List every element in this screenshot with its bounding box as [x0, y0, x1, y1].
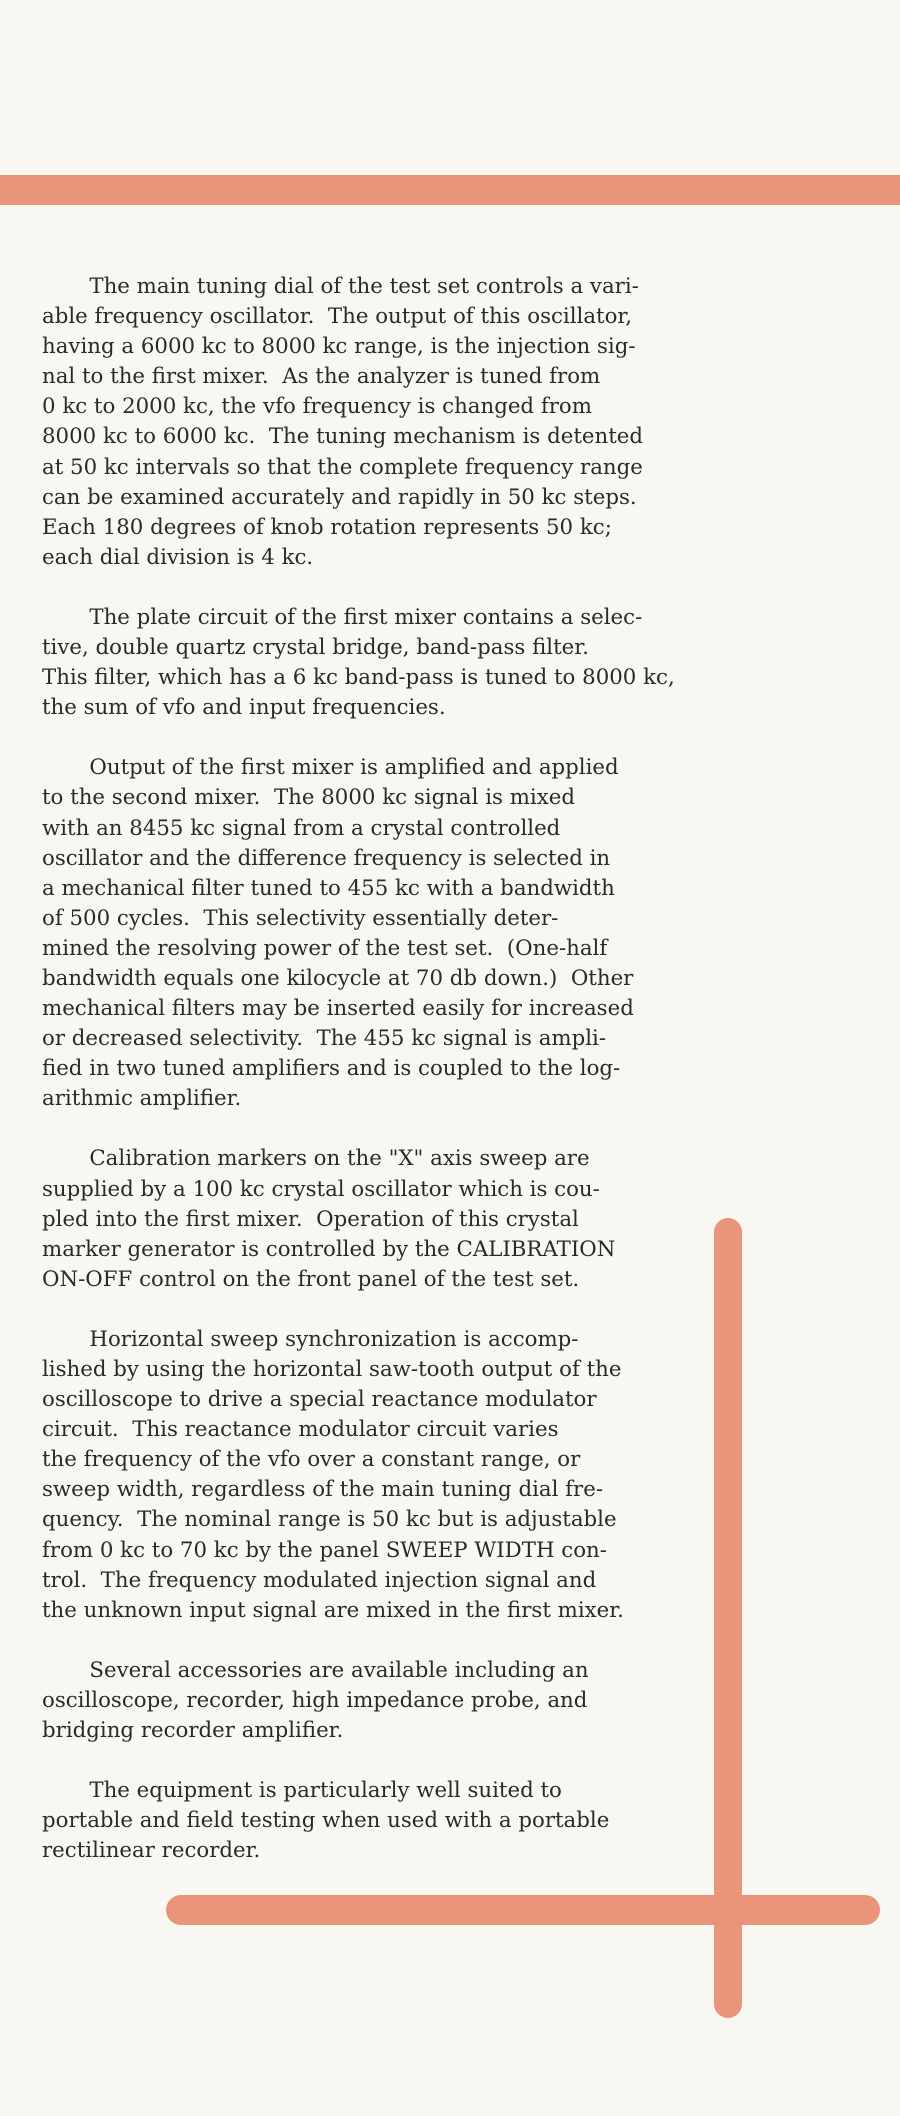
text-line: 8000 kc to 6000 kc. The tuning mechanism is detented [42, 424, 644, 450]
text-line: trol. The frequency modulated injection signal and [42, 1567, 597, 1593]
text-line: a mechanical filter tuned to 455 kc with a bandwidth [42, 875, 615, 901]
text-line: the unknown input signal are mixed in the first mixer. [42, 1597, 624, 1623]
text-line: the frequency of the vfo over a constant range, or [42, 1447, 581, 1473]
text-line: having a 6000 kc to 8000 kc range, is the injection sig- [42, 334, 636, 360]
text-line: The equipment is particularly well suited to [42, 1778, 562, 1804]
text-line: bandwidth equals one kilocycle at 70 db down.) Other [42, 965, 634, 991]
text-line: oscilloscope, recorder, high impedance probe, and [42, 1687, 588, 1713]
text-line: Several accessories are available including an [42, 1657, 589, 1683]
paragraph [42, 272, 750, 573]
text-line: ON-OFF control on the front panel of the test set. [42, 1266, 580, 1292]
text-line: arithmic amplifier. [42, 1086, 242, 1112]
text-line: can be examined accurately and rapidly in 50 kc steps. [42, 484, 637, 510]
text-line: each dial division is 4 kc. [42, 544, 314, 570]
horizontal-decorative-bar [166, 1895, 880, 1925]
paragraph [42, 753, 750, 1114]
text-line: This filter, which has a 6 kc band-pass is tuned to 8000 kc, [42, 665, 675, 691]
text-line: at 50 kc intervals so that the complete frequency range [42, 454, 643, 480]
text-line: Horizontal sweep synchronization is accomp- [42, 1326, 579, 1352]
body-text [42, 272, 750, 1896]
text-line: with an 8455 kc signal from a crystal controlled [42, 815, 561, 841]
text-line: able frequency oscillator. The output of this oscillator, [42, 304, 633, 330]
text-line: oscilloscope to drive a special reactance modulator [42, 1387, 597, 1413]
text-line: mined the resolving power of the test set. (One-half [42, 935, 608, 961]
text-line: fied in two tuned amplifiers and is coupled to the log- [42, 1056, 621, 1082]
paragraph [42, 1656, 750, 1746]
text-line: Output of the first mixer is amplified and applied [42, 755, 619, 781]
text-line: circuit. This reactance modulator circuit varies [42, 1417, 559, 1443]
text-line: oscillator and the difference frequency is selected in [42, 845, 611, 871]
text-line: marker generator is controlled by the CALIBRATION [42, 1236, 616, 1262]
text-line: portable and field testing when used with a portable [42, 1808, 610, 1834]
text-line: mechanical filters may be inserted easily for increased [42, 996, 634, 1022]
text-line: tive, double quartz crystal bridge, band-pass filter. [42, 635, 589, 661]
text-line: bridging recorder amplifier. [42, 1718, 344, 1744]
text-line: from 0 kc to 70 kc by the panel SWEEP WIDTH con- [42, 1537, 607, 1563]
text-line: or decreased selectivity. The 455 kc signal is ampli- [42, 1026, 607, 1052]
paragraph [42, 1776, 750, 1866]
text-line: rectilinear recorder. [42, 1838, 261, 1864]
text-line: Each 180 degrees of knob rotation represents 50 kc; [42, 514, 612, 540]
text-line: the sum of vfo and input frequencies. [42, 695, 446, 721]
text-line: The plate circuit of the first mixer contains a selec- [42, 604, 643, 630]
text-line: supplied by a 100 kc crystal oscillator which is cou- [42, 1176, 600, 1202]
top-decorative-band [0, 175, 900, 205]
text-line: lished by using the horizontal saw-tooth output of the [42, 1357, 622, 1382]
text-line: pled into the first mixer. Operation of this crystal [42, 1206, 579, 1232]
text-line: sweep width, regardless of the main tuning dial fre- [42, 1477, 604, 1503]
text-line: nal to the first mixer. As the analyzer is tuned from [42, 364, 601, 390]
text-line: of 500 cycles. This selectivity essentially deter- [42, 905, 559, 931]
text-line: 0 kc to 2000 kc, the vfo frequency is changed from [42, 394, 592, 420]
text-line: to the second mixer. The 8000 kc signal is mixed [42, 785, 575, 811]
paragraph [42, 603, 750, 723]
text-line: The main tuning dial of the test set controls a vari- [42, 274, 639, 299]
text-line: quency. The nominal range is 50 kc but is adjustable [42, 1507, 617, 1533]
paragraph [42, 1144, 750, 1294]
text-line: Calibration markers on the "X" axis sweep are [42, 1146, 590, 1172]
paragraph [42, 1325, 750, 1626]
